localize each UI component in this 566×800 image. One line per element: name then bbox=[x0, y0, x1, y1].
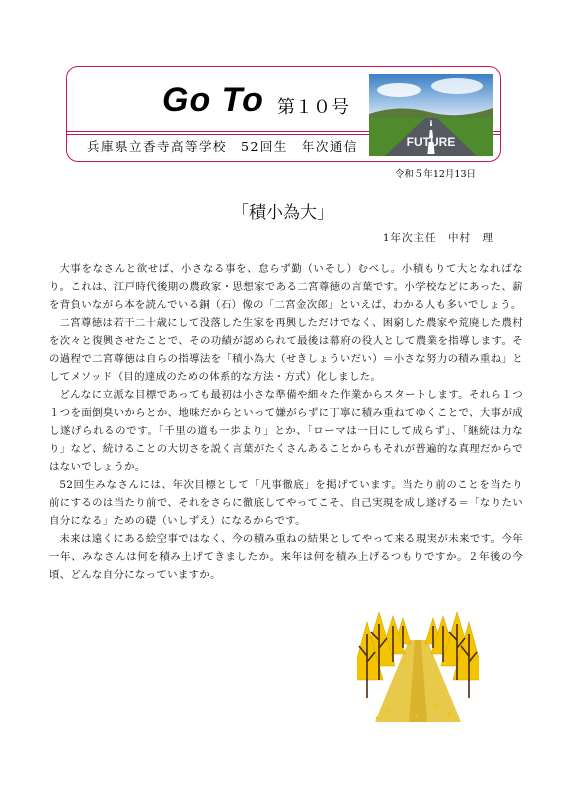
article-title: 「積小為大」 bbox=[232, 203, 334, 223]
issue-date: 令和５年12月13日 bbox=[394, 169, 476, 180]
ginkgo-avenue-illustration bbox=[357, 600, 479, 722]
future-road-text: FUTURE bbox=[406, 135, 456, 149]
paragraph: 二宮尊徳は若干二十歳にして没落した生家を再興しただけでなく、困窮した農家や荒廃した農村を次々と復興させたことで、その功績が認められて最後は幕府の役人として農業を指導します。その過程で二宮尊徳は自らの指導法を「積小為大（せきしょういだい）＝小さな努力の積み重ね」としてメソッド（目的達成のための体系的な方法・方式）化しました。 bbox=[49, 317, 523, 383]
paragraph: 未来は遠くにある絵空事ではなく、今の積み重ねの結果としてやって来る現実が未来です。今年一年、みなさんは何を積み上げてきましたか。来年は何を積み上げるつもりですか。２年後の今頃、どんな自分になっていますか。 bbox=[49, 533, 523, 581]
article-body bbox=[49, 260, 523, 584]
newsletter-header bbox=[66, 66, 501, 162]
newsletter-subtitle: 兵庫県立香寺高等学校 52回生 年次通信 bbox=[87, 139, 358, 154]
paragraph: 大事をなさんと欲せば、小さなる事を、怠らず勤（いそし）むべし。小積もりて大となればなり。これは、江戸時代後期の農政家・思想家である二宮尊徳の言葉です。小学校などにあった、薪を背負いながら本を読んでいる銅（石）像の「二宮金次郎」といえば、わかる人も多いでしょう。 bbox=[49, 263, 523, 311]
paragraph: どんなに立派な目標であっても最初は小さな準備や細々た作業からスタートします。それら１つ１つを面倒臭いからとか、地味だからといって嫌がらずに丁寧に積み重ねてゆくことで、大事が成し遂げられるのです。「千里の道も一歩より」とか、「ローマは一日にして成らず」、「継続は力なり」など、続けることの大切さを説く言葉がたくさんあることからもそれが普遍的な真理だからではないでしょうか。 bbox=[49, 389, 523, 473]
future-road-image bbox=[369, 74, 493, 156]
article-author: 1年次主任 中村 理 bbox=[382, 232, 494, 244]
newsletter-brand: Go To bbox=[162, 81, 264, 119]
paragraph: 52回生みなさんには、年次目標として「凡事徹底」を掲げています。当たり前のことを当たり前にするのは当たり前で、それをさらに徹底してやってこそ、自己実現を成し遂げる＝「なりたい自分になる」ための礎（いしずえ）になるからです。 bbox=[49, 479, 523, 527]
issue-number: 第１０号 bbox=[277, 97, 349, 118]
